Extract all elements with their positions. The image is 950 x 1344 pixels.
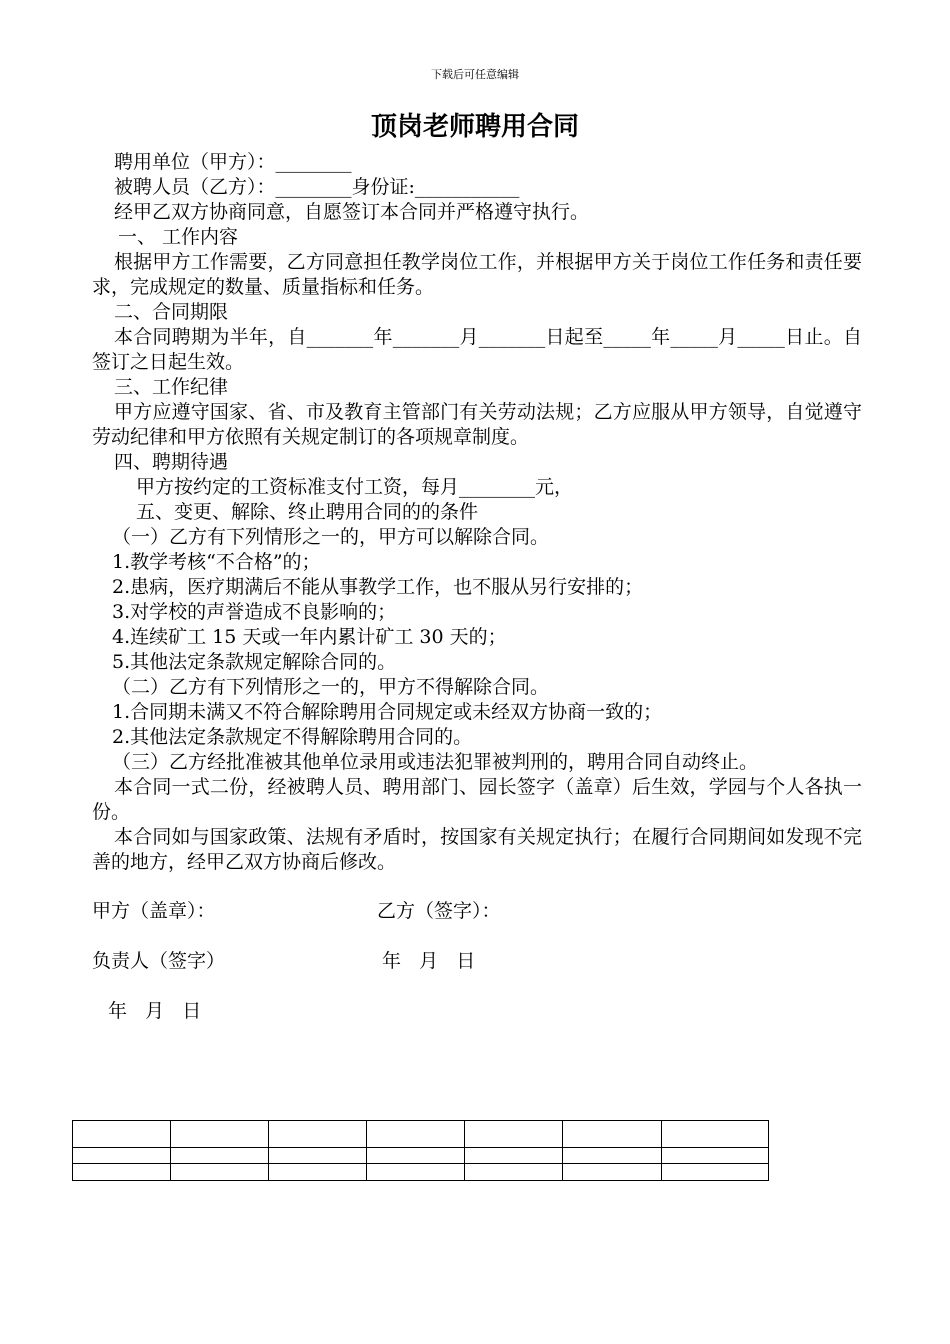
body-paragraph: 本合同聘期为半年，自_______年_______月_______日起至_____年_____月_____日止。自签订之日起生效。 <box>92 326 862 373</box>
body-paragraph: 2.患病，医疗期满后不能从事教学工作，也不服从另行安排的； <box>112 576 644 598</box>
table-row <box>73 1164 769 1181</box>
table-cell <box>465 1164 563 1181</box>
party-b-sign-label: 乙方（签字）： <box>377 900 501 922</box>
contract-body <box>92 150 862 875</box>
table-row <box>73 1121 769 1148</box>
body-paragraph: 被聘人员（乙方）：________身份证:___________ <box>114 176 520 198</box>
table-cell <box>662 1148 769 1164</box>
body-paragraph: 4.连续矿工 15 天或一年内累计矿工 30 天的； <box>112 626 507 648</box>
body-paragraph: 本合同一式二份，经被聘人员、聘用部门、园长签字（盖章）后生效，学园与个人各执一份。 <box>92 776 862 823</box>
body-paragraph: 五、变更、解除、终止聘用合同的的条件 <box>136 501 479 523</box>
table-cell <box>563 1121 662 1148</box>
document-title: 顶岗老师聘用合同 <box>370 112 579 142</box>
table-row <box>73 1148 769 1164</box>
body-paragraph: 经甲乙双方协商同意，自愿签订本合同并严格遵守执行。 <box>114 201 590 223</box>
body-paragraph: 2.其他法定条款规定不得解除聘用合同的。 <box>112 726 473 748</box>
table-cell <box>367 1121 465 1148</box>
table-cell <box>367 1148 465 1164</box>
table-cell <box>367 1164 465 1181</box>
table-cell <box>269 1121 367 1148</box>
responsible-sign-label: 负责人（签字） <box>92 950 226 972</box>
table-cell <box>269 1148 367 1164</box>
body-paragraph: 3.对学校的声誉造成不良影响的； <box>112 601 397 623</box>
date-right: 年 月 日 <box>382 950 476 972</box>
body-paragraph: （二）乙方有下列情形之一的，甲方不得解除合同。 <box>112 676 550 698</box>
body-paragraph: 1.教学考核“不合格”的； <box>112 551 321 573</box>
body-paragraph: （三）乙方经批准被其他单位录用或违法犯罪被判刑的，聘用合同自动终止。 <box>112 751 759 773</box>
body-paragraph: 根据甲方工作需要，乙方同意担任教学岗位工作，并根据甲方关于岗位工作任务和责任要求，完成规定的数量、质量指标和任务。 <box>92 251 862 298</box>
table-cell <box>171 1148 269 1164</box>
table-cell <box>73 1164 171 1181</box>
table-cell <box>269 1164 367 1181</box>
date-left: 年 月 日 <box>108 1000 202 1022</box>
party-a-seal-label: 甲方（盖章）： <box>92 900 216 922</box>
table-cell <box>171 1164 269 1181</box>
body-paragraph: 一、 工作内容 <box>118 226 239 248</box>
table-cell <box>563 1148 662 1164</box>
body-paragraph: 四、聘期待遇 <box>114 451 229 473</box>
body-paragraph: 甲方按约定的工资标准支付工资，每月________元， <box>136 476 574 498</box>
body-paragraph: 5.其他法定条款规定解除合同的。 <box>112 651 397 673</box>
body-paragraph: （一）乙方有下列情形之一的，甲方可以解除合同。 <box>112 526 550 548</box>
page-header: 下载后可任意编辑 <box>431 68 519 81</box>
table-cell <box>171 1121 269 1148</box>
table-cell <box>465 1121 563 1148</box>
table-cell <box>73 1148 171 1164</box>
body-paragraph: 三、工作纪律 <box>114 376 229 398</box>
body-paragraph: 聘用单位（甲方）：________ <box>114 151 352 173</box>
body-paragraph: 本合同如与国家政策、法规有矛盾时，按国家有关规定执行；在履行合同期间如发现不完善的地方，经甲乙双方协商后修改。 <box>92 826 862 873</box>
body-paragraph: 甲方应遵守国家、省、市及教育主管部门有关劳动法规；乙方应服从甲方领导，自觉遵守劳动纪律和甲方依照有关规定制订的各项规章制度。 <box>92 401 862 448</box>
table-cell <box>662 1121 769 1148</box>
blank-table <box>72 1120 769 1181</box>
table-cell <box>465 1148 563 1164</box>
body-paragraph: 1.合同期未满又不符合解除聘用合同规定或未经双方协商一致的； <box>112 701 663 723</box>
table-cell <box>662 1164 769 1181</box>
table-cell <box>563 1164 662 1181</box>
table-cell <box>73 1121 171 1148</box>
body-paragraph: 二、合同期限 <box>114 301 229 323</box>
